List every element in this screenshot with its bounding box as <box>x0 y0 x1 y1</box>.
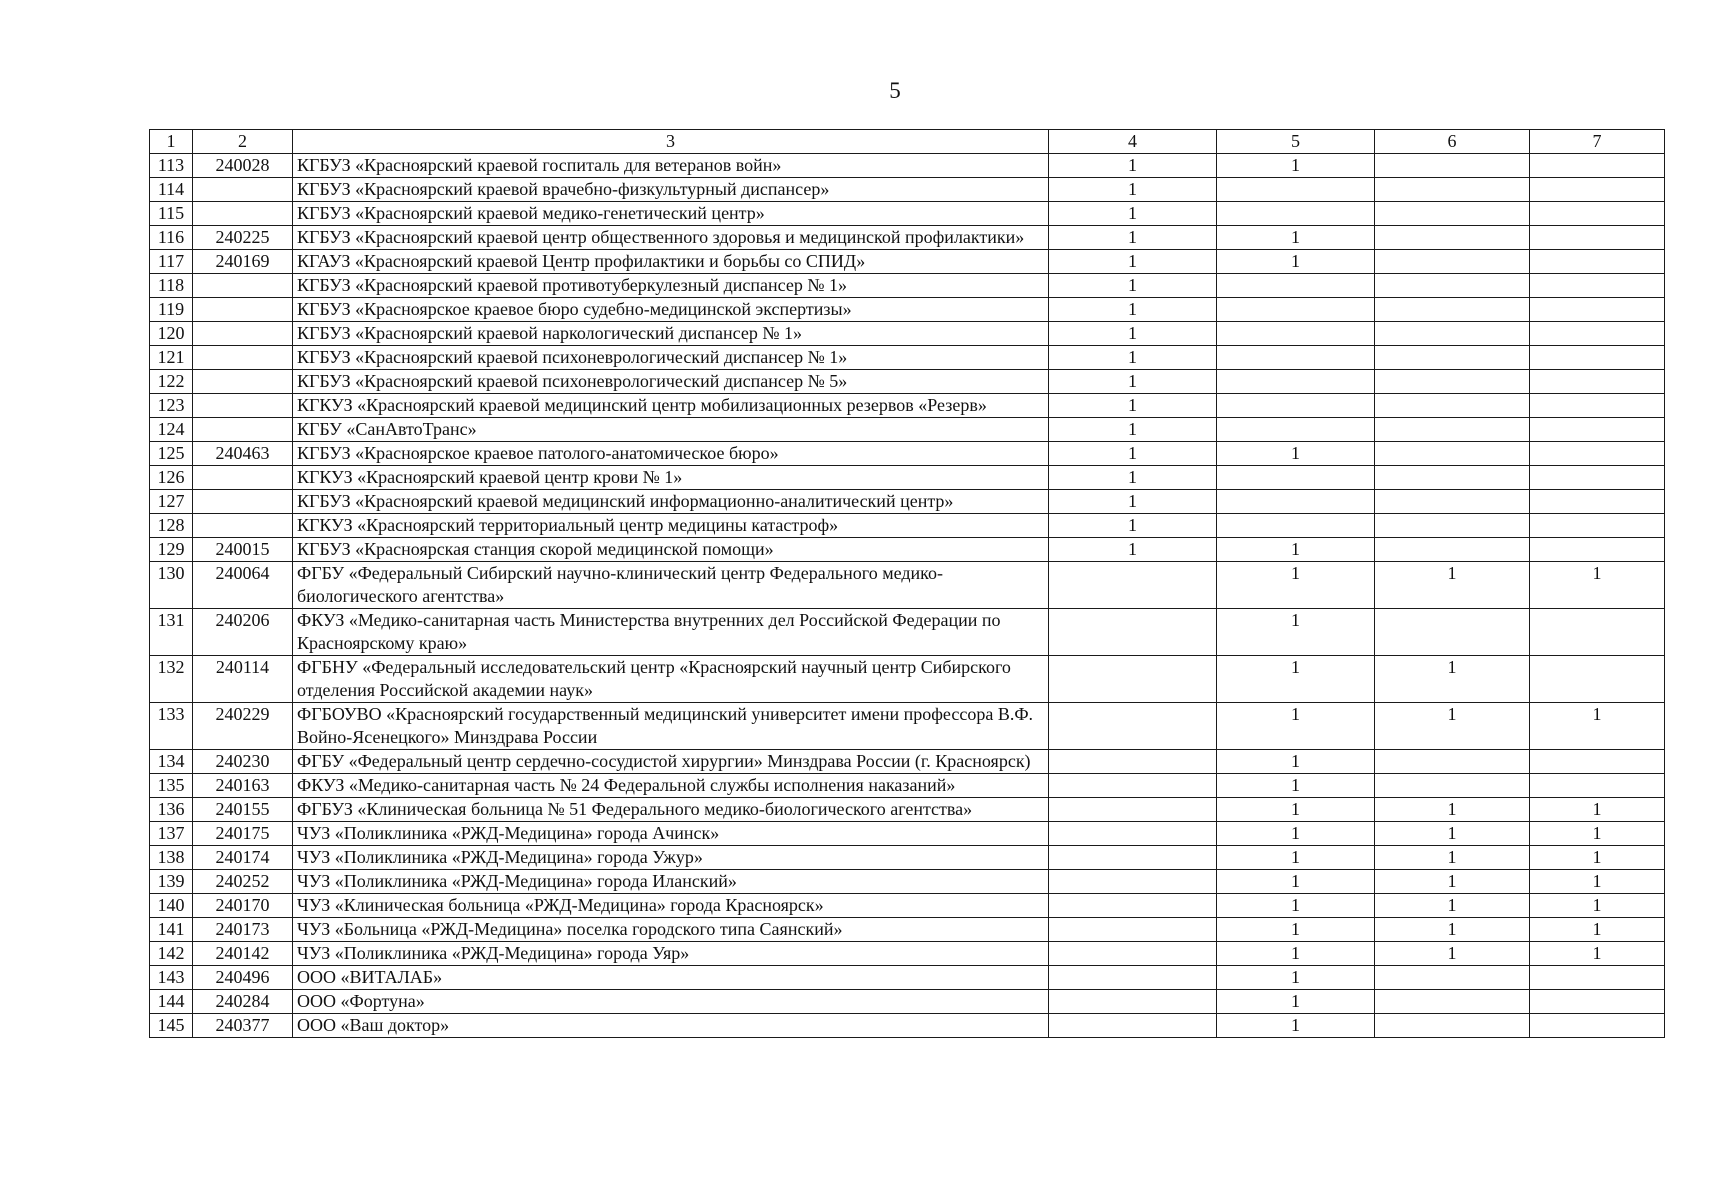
col-6-value: 1 <box>1375 562 1530 609</box>
table-row <box>150 274 1665 298</box>
organization-name: ЧУЗ «Поликлиника «РЖД-Медицина» города Ужур» <box>293 846 1049 870</box>
table-row <box>150 154 1665 178</box>
col-6-value <box>1375 298 1530 322</box>
code: 240142 <box>193 942 293 966</box>
table-row <box>150 466 1665 490</box>
code <box>193 346 293 370</box>
col-7-value: 1 <box>1530 798 1665 822</box>
col-4-value <box>1049 562 1217 609</box>
table-row <box>150 609 1665 656</box>
row-number: 129 <box>150 538 193 562</box>
col-7-value: 1 <box>1530 822 1665 846</box>
organization-name: КГБУЗ «Красноярский краевой психоневрологический диспансер № 1» <box>293 346 1049 370</box>
col-6-value <box>1375 226 1530 250</box>
table-row <box>150 370 1665 394</box>
header-row <box>150 130 1665 154</box>
table-row <box>150 750 1665 774</box>
organization-name: КГБУ «СанАвтоТранс» <box>293 418 1049 442</box>
table-row <box>150 798 1665 822</box>
col-5-value: 1 <box>1217 846 1375 870</box>
col-6-value <box>1375 609 1530 656</box>
code: 240170 <box>193 894 293 918</box>
col-4-value: 1 <box>1049 514 1217 538</box>
table-row <box>150 870 1665 894</box>
col-5-value: 1 <box>1217 750 1375 774</box>
col-5-value: 1 <box>1217 918 1375 942</box>
col-6-value <box>1375 1014 1530 1038</box>
col-6-value <box>1375 202 1530 226</box>
col-5-value: 1 <box>1217 250 1375 274</box>
code: 240169 <box>193 250 293 274</box>
col-6-value <box>1375 418 1530 442</box>
table-row <box>150 918 1665 942</box>
organization-name: ФКУЗ «Медико-санитарная часть Министерства внутренних дел Российской Федерации по Красноярскому краю» <box>293 609 1049 656</box>
col-5-value: 1 <box>1217 154 1375 178</box>
col-4-value: 1 <box>1049 418 1217 442</box>
code: 240174 <box>193 846 293 870</box>
header-cell-5: 5 <box>1217 130 1375 154</box>
col-7-value <box>1530 298 1665 322</box>
col-6-value <box>1375 178 1530 202</box>
col-5-value: 1 <box>1217 538 1375 562</box>
col-6-value <box>1375 538 1530 562</box>
table-row <box>150 298 1665 322</box>
col-6-value <box>1375 346 1530 370</box>
code: 240155 <box>193 798 293 822</box>
row-number: 130 <box>150 562 193 609</box>
col-5-value <box>1217 346 1375 370</box>
code: 240163 <box>193 774 293 798</box>
table-row <box>150 178 1665 202</box>
col-4-value: 1 <box>1049 370 1217 394</box>
col-5-value: 1 <box>1217 870 1375 894</box>
col-5-value: 1 <box>1217 942 1375 966</box>
col-5-value: 1 <box>1217 562 1375 609</box>
code <box>193 298 293 322</box>
col-5-value: 1 <box>1217 894 1375 918</box>
organization-name: ЧУЗ «Поликлиника «РЖД-Медицина» города Уяр» <box>293 942 1049 966</box>
col-6-value <box>1375 322 1530 346</box>
code: 240463 <box>193 442 293 466</box>
col-5-value: 1 <box>1217 966 1375 990</box>
organization-name: ООО «Ваш доктор» <box>293 1014 1049 1038</box>
col-6-value: 1 <box>1375 918 1530 942</box>
col-5-value: 1 <box>1217 798 1375 822</box>
code: 240175 <box>193 822 293 846</box>
col-4-value <box>1049 798 1217 822</box>
organization-name: КГКУЗ «Красноярский краевой медицинский центр мобилизационных резервов «Резерв» <box>293 394 1049 418</box>
code <box>193 490 293 514</box>
table-row <box>150 1014 1665 1038</box>
row-number: 134 <box>150 750 193 774</box>
row-number: 113 <box>150 154 193 178</box>
col-6-value <box>1375 490 1530 514</box>
organization-name: КГБУЗ «Красноярская станция скорой медицинской помощи» <box>293 538 1049 562</box>
col-5-value: 1 <box>1217 990 1375 1014</box>
col-6-value: 1 <box>1375 846 1530 870</box>
row-number: 137 <box>150 822 193 846</box>
col-5-value <box>1217 370 1375 394</box>
col-4-value <box>1049 870 1217 894</box>
col-4-value <box>1049 750 1217 774</box>
col-4-value <box>1049 656 1217 703</box>
col-6-value <box>1375 250 1530 274</box>
row-number: 115 <box>150 202 193 226</box>
col-7-value <box>1530 202 1665 226</box>
organization-name: КГБУЗ «Красноярский краевой наркологический диспансер № 1» <box>293 322 1049 346</box>
code: 240173 <box>193 918 293 942</box>
code <box>193 202 293 226</box>
table-row <box>150 656 1665 703</box>
code: 240284 <box>193 990 293 1014</box>
row-number: 142 <box>150 942 193 966</box>
col-6-value <box>1375 514 1530 538</box>
organization-name: ФГБУ «Федеральный Сибирский научно-клинический центр Федерального медико-биологического агентства» <box>293 562 1049 609</box>
organization-name: КГБУЗ «Красноярский краевой психоневрологический диспансер № 5» <box>293 370 1049 394</box>
col-6-value: 1 <box>1375 798 1530 822</box>
col-6-value: 1 <box>1375 822 1530 846</box>
col-7-value <box>1530 226 1665 250</box>
organization-name: КГБУЗ «Красноярский краевой противотуберкулезный диспансер № 1» <box>293 274 1049 298</box>
organization-name: КГБУЗ «Красноярский краевой медико-генетический центр» <box>293 202 1049 226</box>
col-7-value <box>1530 750 1665 774</box>
organization-name: КГКУЗ «Красноярский территориальный центр медицины катастроф» <box>293 514 1049 538</box>
col-5-value <box>1217 466 1375 490</box>
table-row <box>150 322 1665 346</box>
row-number: 116 <box>150 226 193 250</box>
col-7-value <box>1530 990 1665 1014</box>
col-4-value: 1 <box>1049 322 1217 346</box>
table-row <box>150 394 1665 418</box>
col-6-value <box>1375 750 1530 774</box>
col-5-value: 1 <box>1217 1014 1375 1038</box>
col-6-value <box>1375 370 1530 394</box>
table-row <box>150 894 1665 918</box>
organization-name: ЧУЗ «Поликлиника «РЖД-Медицина» города Ачинск» <box>293 822 1049 846</box>
col-7-value <box>1530 274 1665 298</box>
row-number: 114 <box>150 178 193 202</box>
row-number: 124 <box>150 418 193 442</box>
row-number: 121 <box>150 346 193 370</box>
row-number: 126 <box>150 466 193 490</box>
col-7-value <box>1530 370 1665 394</box>
code: 240015 <box>193 538 293 562</box>
col-6-value: 1 <box>1375 703 1530 750</box>
row-number: 118 <box>150 274 193 298</box>
organization-name: ЧУЗ «Поликлиника «РЖД-Медицина» города Иланский» <box>293 870 1049 894</box>
col-5-value <box>1217 178 1375 202</box>
col-4-value: 1 <box>1049 394 1217 418</box>
page-number: 5 <box>889 78 901 103</box>
organization-name: КГБУЗ «Красноярское краевое патолого-анатомическое бюро» <box>293 442 1049 466</box>
col-6-value <box>1375 154 1530 178</box>
table-row <box>150 822 1665 846</box>
row-number: 143 <box>150 966 193 990</box>
code: 240229 <box>193 703 293 750</box>
registry-table <box>149 129 1665 1038</box>
code: 240064 <box>193 562 293 609</box>
table-row <box>150 990 1665 1014</box>
table-row <box>150 966 1665 990</box>
col-4-value: 1 <box>1049 226 1217 250</box>
code: 240230 <box>193 750 293 774</box>
col-4-value: 1 <box>1049 154 1217 178</box>
header-cell-2: 2 <box>193 130 293 154</box>
code <box>193 322 293 346</box>
table-row <box>150 418 1665 442</box>
col-7-value <box>1530 490 1665 514</box>
row-number: 122 <box>150 370 193 394</box>
col-5-value <box>1217 418 1375 442</box>
code <box>193 274 293 298</box>
col-5-value: 1 <box>1217 656 1375 703</box>
table-row <box>150 846 1665 870</box>
col-6-value <box>1375 990 1530 1014</box>
organization-name: ЧУЗ «Клиническая больница «РЖД-Медицина» города Красноярск» <box>293 894 1049 918</box>
header-cell-4: 4 <box>1049 130 1217 154</box>
col-4-value: 1 <box>1049 490 1217 514</box>
table-row <box>150 514 1665 538</box>
table-row <box>150 202 1665 226</box>
col-5-value: 1 <box>1217 609 1375 656</box>
table-row <box>150 942 1665 966</box>
organization-name: ООО «Фортуна» <box>293 990 1049 1014</box>
row-number: 136 <box>150 798 193 822</box>
col-5-value: 1 <box>1217 774 1375 798</box>
row-number: 123 <box>150 394 193 418</box>
col-7-value <box>1530 178 1665 202</box>
col-7-value <box>1530 966 1665 990</box>
table-row <box>150 442 1665 466</box>
col-4-value: 1 <box>1049 538 1217 562</box>
col-6-value: 1 <box>1375 894 1530 918</box>
col-4-value <box>1049 990 1217 1014</box>
col-4-value: 1 <box>1049 202 1217 226</box>
col-6-value: 1 <box>1375 870 1530 894</box>
col-4-value <box>1049 703 1217 750</box>
col-7-value <box>1530 322 1665 346</box>
organization-name: ФГБОУВО «Красноярский государственный медицинский университет имени профессора В.Ф. Войно-Ясенецкого» Минздрава России <box>293 703 1049 750</box>
col-7-value: 1 <box>1530 846 1665 870</box>
organization-name: КГБУЗ «Красноярское краевое бюро судебно-медицинской экспертизы» <box>293 298 1049 322</box>
code: 240496 <box>193 966 293 990</box>
organization-name: ФГБНУ «Федеральный исследовательский центр «Красноярский научный центр Сибирского отделения Российской академии наук» <box>293 656 1049 703</box>
organization-name: ЧУЗ «Больница «РЖД-Медицина» поселка городского типа Саянский» <box>293 918 1049 942</box>
col-4-value <box>1049 846 1217 870</box>
organization-name: ООО «ВИТАЛАБ» <box>293 966 1049 990</box>
col-5-value <box>1217 514 1375 538</box>
code <box>193 466 293 490</box>
col-6-value <box>1375 394 1530 418</box>
code <box>193 418 293 442</box>
col-7-value <box>1530 656 1665 703</box>
col-7-value <box>1530 250 1665 274</box>
table-row <box>150 774 1665 798</box>
organization-name: КГБУЗ «Красноярский краевой медицинский информационно-аналитический центр» <box>293 490 1049 514</box>
row-number: 145 <box>150 1014 193 1038</box>
organization-name: КГБУЗ «Красноярский краевой госпиталь для ветеранов войн» <box>293 154 1049 178</box>
col-7-value: 1 <box>1530 703 1665 750</box>
header-cell-7: 7 <box>1530 130 1665 154</box>
header-cell-6: 6 <box>1375 130 1530 154</box>
organization-name: ФГБУ «Федеральный центр сердечно-сосудистой хирургии» Минздрава России (г. Красноярск) <box>293 750 1049 774</box>
row-number: 120 <box>150 322 193 346</box>
col-5-value: 1 <box>1217 822 1375 846</box>
col-7-value <box>1530 418 1665 442</box>
col-4-value <box>1049 918 1217 942</box>
col-5-value <box>1217 490 1375 514</box>
table-row <box>150 538 1665 562</box>
col-4-value <box>1049 774 1217 798</box>
row-number: 125 <box>150 442 193 466</box>
col-7-value <box>1530 394 1665 418</box>
col-7-value <box>1530 466 1665 490</box>
col-5-value <box>1217 394 1375 418</box>
col-7-value <box>1530 1014 1665 1038</box>
row-number: 140 <box>150 894 193 918</box>
col-5-value <box>1217 274 1375 298</box>
col-7-value: 1 <box>1530 918 1665 942</box>
col-6-value: 1 <box>1375 656 1530 703</box>
code: 240252 <box>193 870 293 894</box>
header-cell-3: 3 <box>293 130 1049 154</box>
code <box>193 394 293 418</box>
col-7-value <box>1530 609 1665 656</box>
row-number: 117 <box>150 250 193 274</box>
table-body <box>150 154 1665 1038</box>
code: 240114 <box>193 656 293 703</box>
row-number: 132 <box>150 656 193 703</box>
code: 240028 <box>193 154 293 178</box>
col-7-value <box>1530 154 1665 178</box>
col-5-value <box>1217 322 1375 346</box>
col-5-value: 1 <box>1217 442 1375 466</box>
organization-name: КГКУЗ «Красноярский краевой центр крови № 1» <box>293 466 1049 490</box>
col-4-value: 1 <box>1049 178 1217 202</box>
organization-name: КГБУЗ «Красноярский краевой врачебно-физкультурный диспансер» <box>293 178 1049 202</box>
row-number: 119 <box>150 298 193 322</box>
col-6-value <box>1375 274 1530 298</box>
row-number: 131 <box>150 609 193 656</box>
col-4-value: 1 <box>1049 298 1217 322</box>
row-number: 141 <box>150 918 193 942</box>
col-7-value <box>1530 346 1665 370</box>
col-4-value: 1 <box>1049 274 1217 298</box>
organization-name: ФКУЗ «Медико-санитарная часть № 24 Федеральной службы исполнения наказаний» <box>293 774 1049 798</box>
row-number: 133 <box>150 703 193 750</box>
col-7-value: 1 <box>1530 894 1665 918</box>
col-5-value: 1 <box>1217 703 1375 750</box>
col-4-value: 1 <box>1049 250 1217 274</box>
code <box>193 514 293 538</box>
col-6-value <box>1375 966 1530 990</box>
organization-name: ФГБУЗ «Клиническая больница № 51 Федерального медико-биологического агентства» <box>293 798 1049 822</box>
table-row <box>150 490 1665 514</box>
col-6-value <box>1375 466 1530 490</box>
col-4-value <box>1049 1014 1217 1038</box>
col-7-value: 1 <box>1530 870 1665 894</box>
table-row <box>150 346 1665 370</box>
col-4-value <box>1049 822 1217 846</box>
col-5-value <box>1217 202 1375 226</box>
col-4-value: 1 <box>1049 346 1217 370</box>
col-6-value <box>1375 442 1530 466</box>
col-4-value <box>1049 894 1217 918</box>
col-7-value <box>1530 538 1665 562</box>
table-row <box>150 562 1665 609</box>
header-cell-1: 1 <box>150 130 193 154</box>
col-4-value <box>1049 609 1217 656</box>
col-7-value <box>1530 774 1665 798</box>
col-5-value: 1 <box>1217 226 1375 250</box>
col-7-value <box>1530 442 1665 466</box>
code: 240225 <box>193 226 293 250</box>
row-number: 135 <box>150 774 193 798</box>
col-5-value <box>1217 298 1375 322</box>
table-row <box>150 250 1665 274</box>
code: 240377 <box>193 1014 293 1038</box>
table-row <box>150 703 1665 750</box>
col-6-value <box>1375 774 1530 798</box>
code <box>193 370 293 394</box>
col-7-value: 1 <box>1530 562 1665 609</box>
organization-name: КГБУЗ «Красноярский краевой центр общественного здоровья и медицинской профилактики» <box>293 226 1049 250</box>
code: 240206 <box>193 609 293 656</box>
code <box>193 178 293 202</box>
organization-name: КГАУЗ «Красноярский краевой Центр профилактики и борьбы со СПИД» <box>293 250 1049 274</box>
col-7-value: 1 <box>1530 942 1665 966</box>
col-7-value <box>1530 514 1665 538</box>
row-number: 138 <box>150 846 193 870</box>
col-6-value: 1 <box>1375 942 1530 966</box>
col-4-value: 1 <box>1049 466 1217 490</box>
row-number: 144 <box>150 990 193 1014</box>
col-4-value <box>1049 966 1217 990</box>
row-number: 127 <box>150 490 193 514</box>
table-row <box>150 226 1665 250</box>
col-4-value: 1 <box>1049 442 1217 466</box>
row-number: 139 <box>150 870 193 894</box>
row-number: 128 <box>150 514 193 538</box>
col-4-value <box>1049 942 1217 966</box>
